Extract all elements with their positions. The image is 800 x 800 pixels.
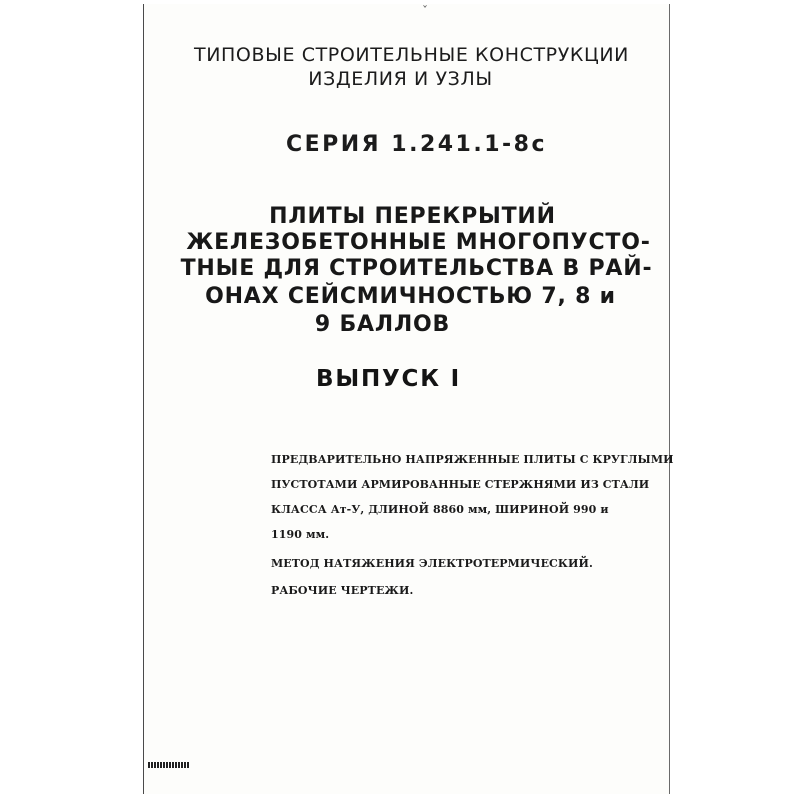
title-line-2: ЖЕЛЕЗОБЕТОННЫЕ МНОГОПУСТО-: [186, 230, 651, 255]
header-line-1: ТИПОВЫЕ СТРОИТЕЛЬНЫЕ КОНСТРУКЦИИ: [194, 44, 629, 66]
title-line-3: ТНЫЕ ДЛЯ СТРОИТЕЛЬСТВА В РАЙ-: [180, 256, 653, 281]
description-line-1: ПРЕДВАРИТЕЛЬНО НАПРЯЖЕННЫЕ ПЛИТЫ С КРУГЛЫМИ: [271, 453, 674, 466]
description-line-3: КЛАССА Ат-У, ДЛИНОЙ 8860 мм, ШИРИНОЙ 990 и: [271, 503, 609, 516]
description-line-2: ПУСТОТАМИ АРМИРОВАННЫЕ СТЕРЖНЯМИ ИЗ СТАЛИ: [271, 478, 650, 491]
description-line-6: РАБОЧИЕ ЧЕРТЕЖИ.: [271, 584, 414, 597]
series-number: СЕРИЯ 1.241.1-8с: [285, 132, 548, 157]
header-line-2: ИЗДЕЛИЯ И УЗЛЫ: [308, 68, 493, 90]
description-line-5: МЕТОД НАТЯЖЕНИЯ ЭЛЕКТРОТЕРМИЧЕСКИЙ.: [271, 557, 593, 570]
scan-barcode-mark: [148, 762, 190, 768]
document-sheet: [143, 4, 674, 794]
title-line-4: ОНАХ СЕЙСМИЧНОСТЬЮ 7, 8 и: [205, 284, 616, 309]
title-line-1: ПЛИТЫ ПЕРЕКРЫТИЙ: [269, 204, 556, 229]
title-line-5: 9 БАЛЛОВ: [314, 312, 451, 337]
description-line-4: 1190 мм.: [271, 528, 330, 541]
issue-number: ВЫПУСК I: [316, 366, 461, 392]
scan-speck: ˇ: [422, 4, 428, 18]
